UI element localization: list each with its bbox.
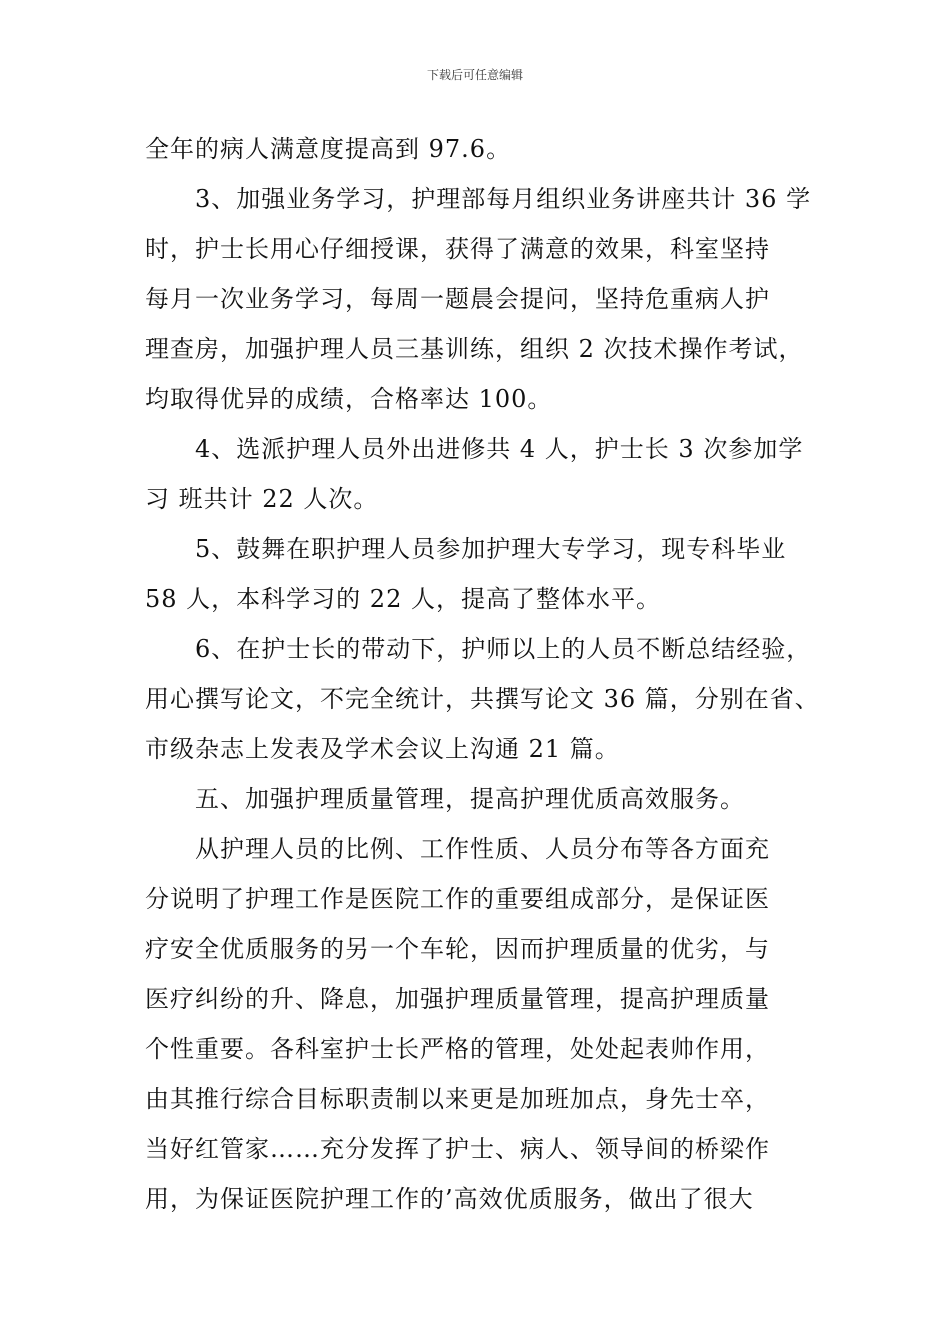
text-line: 五、加强护理质量管理，提高护理优质高效服务。 <box>195 785 745 813</box>
text-line: 理查房，加强护理人员三基训练，组织 2 次技术操作考试， <box>145 335 804 363</box>
document-body <box>145 124 845 1224</box>
text-line: 从护理人员的比例、工作性质、人员分布等各方面充 <box>195 835 770 863</box>
text-line: 5、鼓舞在职护理人员参加护理大专学习，现专科毕业 <box>195 535 787 563</box>
text-line: 用，为保证医院护理工作的’高效优质服务，做出了很大 <box>145 1185 754 1213</box>
text-line: 均取得优异的成绩，合格率达 100。 <box>145 385 553 413</box>
text-line: 用心撰写论文，不完全统计，共撰写论文 36 篇，分别在省、 <box>145 685 820 713</box>
text-line: 医疗纠纷的升、降息，加强护理质量管理，提高护理质量 <box>145 985 770 1013</box>
page-header: 下载后可任意编辑 <box>426 68 523 82</box>
text-line: 3、加强业务学习，护理部每月组织业务讲座共计 36 学 <box>195 185 812 213</box>
text-line: 6、在护士长的带动下，护师以上的人员不断总结经验， <box>195 635 812 663</box>
text-line: 疗安全优质服务的另一个车轮，因而护理质量的优劣，与 <box>145 935 770 963</box>
text-line: 分说明了护理工作是医院工作的重要组成部分，是保证医 <box>145 885 770 913</box>
text-line: 4、选派护理人员外出进修共 4 人，护士长 3 次参加学 <box>195 435 804 463</box>
text-line: 每月一次业务学习，每周一题晨会提问，坚持危重病人护 <box>145 285 770 313</box>
text-line: 当好红管家……充分发挥了护士、病人、领导间的桥梁作 <box>145 1135 770 1163</box>
text-line: 由其推行综合目标职责制以来更是加班加点，身先士卒， <box>145 1085 770 1113</box>
text-line: 习 班共计 22 人次。 <box>145 485 379 513</box>
text-line: 个性重要。各科室护士长严格的管理，处处起表帅作用， <box>145 1035 770 1063</box>
text-line: 全年的病人满意度提高到 97.6。 <box>145 135 512 163</box>
text-line: 58 人，本科学习的 22 人，提高了整体水平。 <box>145 585 661 613</box>
text-line: 时，护士长用心仔细授课，获得了满意的效果，科室坚持 <box>145 235 770 263</box>
text-line: 市级杂志上发表及学术会议上沟通 21 篇。 <box>145 735 620 763</box>
